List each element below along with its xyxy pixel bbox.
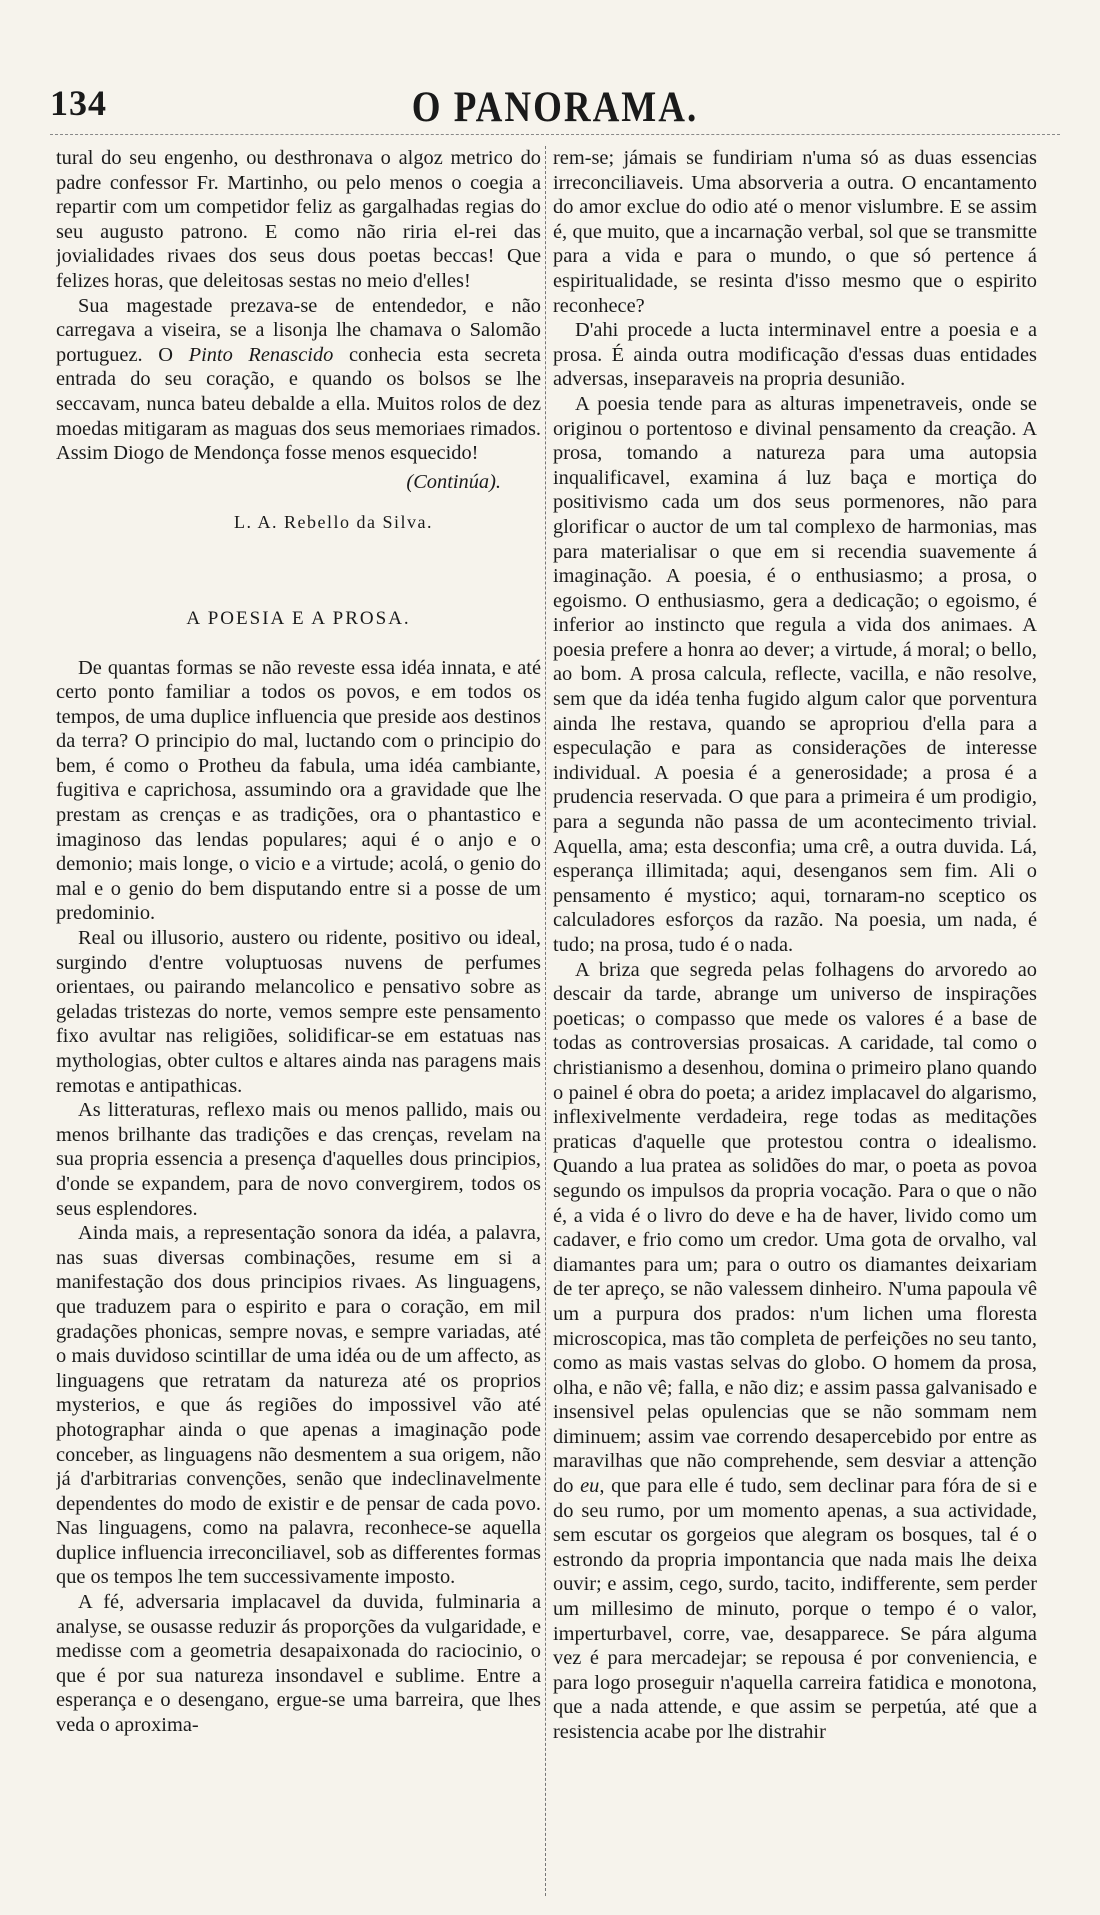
paragraph: A poesia tende para as alturas impenetraveis, onde se originou o portentoso e divinal pensamento da creação. A prosa, tomando a natureza para uma autopsia inqualificavel, examina á luz baça e mortiça do positivismo cada um dos seus pormenores, não para glorificar o auctor de um tal complexo de harmonias, mas para materialisar o que em si recendia suavemente á imaginação. A poesia, é o enthusiasmo; a prosa, o egoismo. O enthusiasmo, gera a dedicação; o egoismo, é inferior ao instincto que regula a vida dos animaes. A poesia prefere a honra ao dever; a virtude, á moral; o bello, ao bom. A prosa calcula, reflecte, vacilla, e não resolve, sem que da idéa tenha fugido algum calor que porventura ainda lhe restava, quando se apropriou d'ella para a especulação e para as considerações de interesse individual. A poesia é a generosidade; a prosa é a prudencia reservada. O que para a primeira é um prodigio, para a segunda não passa de um acontecimento trivial. Aquella, ama; esta desconfia; uma crê, a outra duvida. Lá, esperança illimitada; aqui, desenganos sem fim. Ali o pensamento é mystico; aqui, tornaram-no sceptico os calculadores esforços da razão. Na poesia, um nada, é tudo; na prosa, tudo é o nada. [553,392,1037,956]
italic-title: Pinto Renascido [188,343,334,366]
paragraph-text: Sua magestade prezava-se de entendedor, e não carregava a viseira, se a lisonja lhe chamava o Salomão portuguez. O [56,294,541,366]
paragraph: Real ou illusorio, austero ou ridente, positivo ou ideal, surgindo d'entre voluptuosas nuvens de perfumes orientaes, ou pairando melancolico e pensativo sobre as geladas tristezas do norte, vemos sempre este pensamento fixo avultar nas religiões, solidificar-se em estatuas nas mythologias, obter cultos e altares ainda nas paragens mais remotas e antipathicas. [56,927,541,1097]
continued-notice: (Continúa). [406,470,501,493]
left-column [56,146,541,1896]
paragraph: As litteraturas, reflexo mais ou menos pallido, mais ou menos brilhante das tradições e das crenças, revelam na sua propria essencia a presença d'aquelles dous principios, d'onde se expandem, para de novo convergirem, todos os seus esplendores. [56,1099,541,1220]
continued-paragraph: tural do seu engenho, ou desthronava o algoz metrico do padre confessor Fr. Martinho, ou pelo menos o coegia a repartir com um competidor feliz as gargalhadas regias do seu augusto patrono. E como não riria el-rei das jovialidades rivaes dos seus dous poetas beccas! Que felizes horas, que deleitosas sestas no meio d'elles! [56,147,541,292]
paragraph: Ainda mais, a representação sonora da idéa, a palavra, nas suas diversas combinações, resume em si a manifestação dos dous principios rivaes. As linguagens, que traduzem para o espirito e para o coração, em mil gradações phonicas, sempre novas, e sempre variadas, até o mais duvidoso scintillar de uma idéa ou de um affecto, as linguagens que retratam da natureza até os proprios mysterios, e que ás regiões do impossivel vão até photographar ainda o que apenas a imaginação pode conceber, as linguagens não desmentem a sua origem, não já d'arbitrarias convenções, senão que indeclinavelmente dependentes do modo de existir e de pensar de cada povo. Nas linguagens, como na palavra, reconhece-se aquella duplice influencia irreconciliavel, sob as differentes formas que os tempos lhe tem successivamente imposto. [56,1222,541,1589]
column-divider [545,146,546,1896]
paragraph-text: A briza que segreda pelas folhagens do arvoredo ao descair da tarde, abrange um universo de inspirações poeticas; o compasso que mede os valores é a base de todas as controversias prosaicas. A caridade, tal como o christianismo a desenhou, domina o primeiro plano quando o painel é obra do poeta; a aridez implacavel do algarismo, inflexivelmente verdadeira, rege todas as meditações praticas d'aquelle que protestou contra o idealismo. Quando a lua pratea as solidões do mar, o poeta as povoa segundo os impulsos da propria vocação. Para o que o não é, a vida é o livro do deve e ha de haver, livido como um cadaver, e frio como um credor. Uma gota de orvalho, val diamantes para um; para o outro os diamantes deixariam de ter apreço, se não valessem dinheiro. N'uma papoula vê um a purpura dos prados: n'um lichen uma floresta microscopica, mas tão completa de perfeições no seu tanto, como as mais vastas selvas do globo. O homem da prosa, olha, e não vê; falla, e não diz; e assim passa galvanisado e insensivel pelas opulencias que se não sommam nem diminuem; assim vae correndo desapercebido por entre as maravilhas que não comprehende, sem desviar a attenção do [553,958,1037,1498]
page-header [50,82,1060,138]
journal-title: O PANORAMA. [411,83,699,132]
article-title: A POESIA E A PROSA. [186,607,411,629]
paragraph: D'ahi procede a lucta interminavel entre a poesia e a prosa. É ainda outra modificação d'essas duas entidades adversas, inseparaveis na propria desunião. [553,319,1037,391]
paragraph-text: , que para elle é tudo, sem declinar para fóra de si e do seu rumo, por um momento apenas, a sua actividade, sem escutar os gorgeios que alegram os bosques, tal é o estrondo da propria impontancia que nada mais lhe deixa ouvir; e assim, cego, surdo, tacito, indifferente, sem perder um millesimo de minuto, porque o tempo é o valor, imperturbavel, corre, vae, desapparece. Se pára alguma vez é para mercadejar; se repousa é por conveniencia, e para logo proseguir n'aquella carreira fatidica e monotona, que a nada attende, e que assim se perpetúa, até que a resistencia acabe por lhe distrahir [553,1475,1037,1743]
paragraph [553,958,1037,1745]
italic-word: eu [580,1475,600,1498]
paragraph-text: conhecia esta secreta entrada do seu coração, e quando os bolsos se lhe seccavam, nunca bateu debalde a ella. Muitos rolos de dez moedas mitigaram as maguas dos seus memoriaes rimados. Assim Diogo de Mendonça fosse menos esquecido! [56,343,541,465]
header-divider [50,134,1060,135]
page-number: 134 [50,83,107,123]
paragraph: De quantas formas se não reveste essa idéa innata, e até certo ponto familiar a todos os povos, e em todos os tempos, de uma duplice influencia que preside aos destinos da terra? O principio do mal, luctando com o principio do bem, é como o Protheu da fabula, uma idéa cambiante, fugitiva e caprichosa, assumindo ora a gravidade que lhe prestam as crenças e as tradições, ora o phantastico e imaginoso das lendas populares; aqui é o anjo e o demonio; mais longe, o vicio e a virtude; acolá, o genio do mal e o genio do bem disputando entre si a posse de um predominio. [56,656,541,925]
right-column [553,146,1037,1896]
paragraph: A fé, adversaria implacavel da duvida, fulminaria a analyse, se ousasse reduzir ás proporções da vulgaridade, e medisse com a geometria desapaixonada do raciocinio, o que é por sua natureza insondavel e sublime. Entre a esperança e o desengano, ergue-se uma barreira, que lhes veda o aproxima- [56,1591,541,1737]
author-signature: L. A. Rebello da Silva. [234,512,433,533]
continued-paragraph: rem-se; jámais se fundiriam n'uma só as duas essencias irreconciliaveis. Uma absorveria a outra. O encantamento do amor exclue do odio até o menor vislumbre. E se assim é, que muito, que a incarnação verbal, sol que se transmitte para a vida e para o mundo, o que só pertence á espiritualidade, se resinta d'isso mesmo que o espirito reconhece? [553,147,1037,317]
paragraph [56,294,541,466]
